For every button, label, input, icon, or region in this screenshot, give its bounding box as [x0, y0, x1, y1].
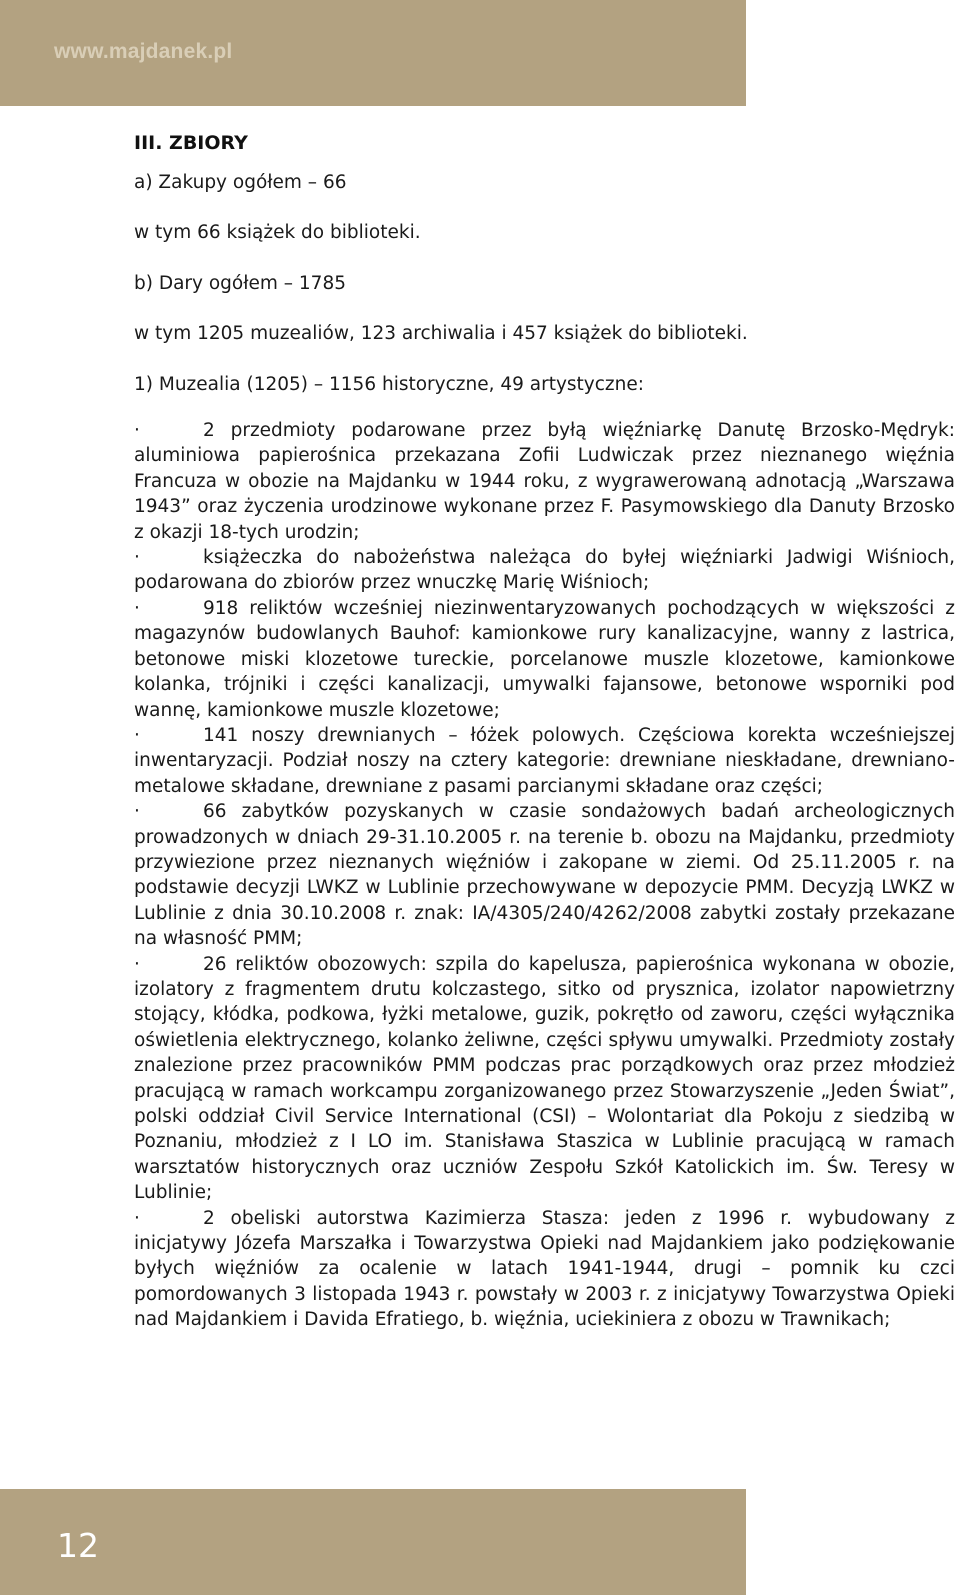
- site-url-link[interactable]: www.majdanek.pl: [54, 40, 233, 63]
- bullet-marker: ·: [134, 597, 140, 619]
- section-title: III. ZBIORY: [134, 132, 248, 154]
- bullet-marker: ·: [134, 953, 140, 975]
- bullet-marker: ·: [134, 1207, 140, 1229]
- donations-total: b) Dary ogółem – 1785: [134, 272, 346, 294]
- list-item: · książeczka do nabożeństwa należąca do byłej więźniarki Jadwigi Wiśnioch, podarowana do zbiorów przez wnuczkę Marię Wiśnioch;: [134, 547, 955, 594]
- bullet-marker: ·: [134, 420, 140, 442]
- museum-items-summary: 1) Muzealia (1205) – 1156 historyczne, 49 artystyczne:: [134, 373, 644, 395]
- list-item: · 2 obeliski autorstwa Kazimierza Stasza: jeden z 1996 r. wybudowany z inicjatywy Józefa Marszałka i Towarzystwa Opieki nad Majdankiem jako podziękowanie byłych więźniów za ocalenie w latach 1941-1944, drugi – pomnik ku czci pomordowanych 3 listopada 1943 r. powstały w 2003 r. z inicjatywy Towarzystwa Opieki nad Majdankiem i Davida Efratiego, b. więźnia, uciekiniera z obozu w Trawnikach;: [134, 1207, 955, 1331]
- museum-items-list: [134, 418, 955, 1333]
- document-body: [134, 132, 955, 1333]
- footer-band: [0, 1489, 746, 1595]
- list-item: · 66 zabytków pozyskanych w czasie sondażowych badań archeologicznych prowadzonych w dniach 29-31.10.2005 r. na terenie b. obozu na Majdanku, przedmioty przywiezione przez nieznanych więźniów i zakopane w ziemi. Od 25.11.2005 r. na podstawie decyzji LWKZ w Lublinie przechowywane w depozycie PMM. Decyzją LWKZ w Lublinie z dnia 30.10.2008 r. znak: IA/4305/240/4262/2008 zabytki zostały przekazane na własność PMM;: [134, 801, 955, 950]
- purchases-detail: w tym 66 książek do biblioteki.: [134, 222, 421, 244]
- list-item: · 2 przedmioty podarowane przez byłą więźniarkę Danutę Brzosko-Mędryk: aluminiowa papierośnica przekazana Zofii Ludwiczak przez nieznanego więźnia Francuza w obozie na Majdanku w 1944 roku, z wygrawerowaną adnotacją „Warszawa 1943” oraz życzenia urodzinowe wykonane przez F. Pasymowskiego dla Danuty Brzosko z okazji 18-tych urodzin;: [134, 420, 955, 543]
- purchases-total: a) Zakupy ogółem – 66: [134, 172, 347, 193]
- page-number: 12: [57, 1526, 99, 1565]
- list-item: · 918 reliktów wcześniej niezinwentaryzowanych pochodzących w większości z magazynów budowlanych Bauhof: kamionkowe rury kanalizacyjne, wanny z lastrica, betonowe miski klozetowe tureckie, porcelanowe muszle klozetowe, kamionkowe kolanka, trójniki i części kanalizacji, umywalki fajansowe, betonowe wsporniki pod wannę, kamionkowe muszle klozetowe;: [134, 597, 955, 721]
- bullet-marker: ·: [134, 547, 140, 569]
- list-item: · 26 reliktów obozowych: szpila do kapelusza, papierośnica wykonana w obozie, izolatory z fragmentem drutu kolczastego, sitko od prysznica, izolator napowietrzny stojący, kłódka, podkowa, łyżki metalowe, guzik, pokrętło od zaworu, części wyłącznika oświetlenia elektrycznego, kolanko żeliwne, części spływu umywalki. Przedmioty zostały znalezione przez pracowników PMM podczas prac porządkowych oraz przez młodzież pracującą w ramach workcampu zorganizowanego przez Stowarzyszenie „Jeden Świat”, polski oddział Civil Service International (CSI) – Wolontariat dla Pokoju z siedzibą w Poznaniu, młodzież z I LO im. Stanisława Staszica w Lublinie pracującą w ramach warsztatów historycznych oraz uczniów Zespołu Szkół Katolickich im. Św. Teresy w Lublinie;: [134, 953, 955, 1204]
- list-item: · 141 noszy drewnianych – łóżek polowych. Częściowa korekta wcześniejszej inwentaryzacji. Podział noszy na cztery kategorie: drewniane nieskładane, drewniano-metalowe składane, drewniane z pasami parcianymi składane oraz części;: [134, 724, 955, 797]
- donations-detail: w tym 1205 muzealiów, 123 archiwalia i 457 książek do biblioteki.: [134, 323, 748, 345]
- bullet-marker: ·: [134, 801, 140, 823]
- header-band: [0, 0, 746, 106]
- bullet-marker: ·: [134, 724, 140, 746]
